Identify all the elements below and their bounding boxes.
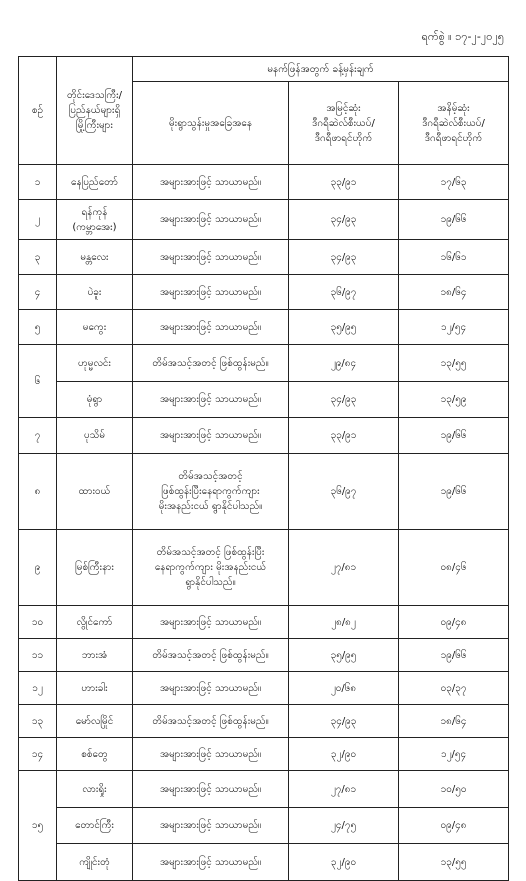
max-temperature: ၃၅/၉၅ [289,310,399,345]
row-number: ၈ [19,454,57,530]
city-name-line: ဘားအံ [81,649,108,661]
rain-condition-line: ရွာနိုင်ပါသည်။ [185,577,236,588]
max-temperature: ၃၄/၉၃ [289,240,399,275]
header-no: စဉ် [19,57,57,165]
city-name-line: စစ်တွေ [81,748,108,760]
rain-condition-line: အများအားဖြင့် သာယာမည်။ [159,783,262,795]
row-number: ၁၄ [19,738,57,771]
city-name [57,844,133,881]
row-number: ၉ [19,530,57,606]
max-temperature: ၃၄/၉၃ [289,200,399,240]
rain-condition [133,738,289,771]
min-temperature: ၁၃/၅၅ [399,345,509,382]
min-temperature: ၀၉/၄၈ [399,606,509,639]
header-row-1 [19,57,509,82]
header-city [57,57,133,165]
rain-condition [133,672,289,705]
max-temperature: ၃၄/၉၃ [289,705,399,738]
header-city-line: မြို့ကြီးများ [76,120,113,131]
city-name-line: လားရှိုး [82,783,107,795]
header-max [289,82,399,165]
rain-condition-line: တိမ်အသင့်အတင့် ဖြစ်ထွန်းမည်။ [152,715,269,727]
table-row [19,705,509,738]
city-name [57,672,133,705]
rain-condition-line: အများအားဖြင့် သာယာမည်။ [159,616,262,628]
city-name-line: နေပြည်တော် [71,176,118,188]
city-name [57,606,133,639]
row-number: ၃ [19,240,57,275]
rain-condition [133,165,289,200]
rain-condition [133,808,289,844]
weather-forecast-table [18,56,509,881]
row-number: ၇ [19,418,57,454]
rain-condition [133,844,289,881]
city-name [57,738,133,771]
city-name [57,200,133,240]
max-temperature: ၂၄/၇၅ [289,808,399,844]
min-temperature: ၁၉/၆၆ [399,418,509,454]
rain-condition [133,310,289,345]
min-temperature: ၁၉/၆၆ [399,200,509,240]
row-number: ၅ [19,310,57,345]
city-name-line: မော်လမြိုင် [75,715,114,727]
header-min-line: ဒီဂရီဆဲလ်စီးယပ်/ [422,117,485,129]
rain-condition [133,639,289,672]
table-row [19,345,509,382]
rain-condition [133,771,289,808]
table-row [19,200,509,240]
rain-condition-line: တိမ်အသင့်အတင့် ဖြစ်ထွန်းမည်။ [152,649,269,661]
city-name-line: ထားဝယ် [78,486,111,497]
rain-condition [133,275,289,310]
min-temperature: ၁၂/၅၄ [399,310,509,345]
rain-condition-line: နေရာကွက်ကျား မိုးအနည်းငယ် [154,562,267,573]
city-name-line: ရန်ကုန် [81,206,108,218]
rain-condition-line: ဖြစ်ထွန်းပြီးနေရာကွက်ကျား [161,486,260,497]
row-number: ၁၅ [19,771,57,881]
rain-condition-line: အများအားဖြင့် သာယာမည်။ [159,321,262,333]
city-name-line: လွိုင်ကော် [76,616,113,628]
rain-condition [133,200,289,240]
max-temperature: ၂၉/၈၄ [289,345,399,382]
city-name [57,275,133,310]
min-temperature: ၀၈/၄၆ [399,530,509,606]
city-name-line: မန္တလေး [80,251,109,263]
max-temperature: ၃၆/၉၇ [289,454,399,530]
rain-condition-line: မိုးအနည်းငယ် ရွာနိုင်ပါသည်။ [158,501,263,512]
city-name-line: (ကမ္ဘာအေး) [72,221,117,233]
rain-condition-line: အများအားဖြင့် သာယာမည်။ [159,176,262,188]
max-temperature: ၃၆/၉၇ [289,275,399,310]
rain-condition [133,454,289,530]
rain-condition [133,345,289,382]
table-row [19,165,509,200]
rain-condition-line: အများအားဖြင့် သာယာမည်။ [159,820,262,831]
header-city-line: တိုင်းဒေသကြီး/ [66,90,123,101]
rain-condition [133,418,289,454]
max-temperature: ၃၅/၉၅ [289,639,399,672]
max-temperature: ၂၈/၈၂ [289,606,399,639]
rain-condition-line: အများအားဖြင့် သာယာမည်။ [159,286,262,298]
row-number: ၄ [19,275,57,310]
city-name-line: မကွေး [82,321,107,333]
row-number: ၆ [19,345,57,418]
min-temperature: ၁၉/၆၆ [399,454,509,530]
header-min-line: ဒီဂရီဖာရင်ဟိုက် [424,132,483,144]
table-row [19,606,509,639]
city-name [57,418,133,454]
min-temperature: ၁၀/၅၀ [399,771,509,808]
row-number: ၂ [19,200,57,240]
city-name [57,310,133,345]
min-temperature: ၁၆/၆၁ [399,240,509,275]
max-temperature: ၂၀/၆၈ [289,672,399,705]
header-city-line: ပြည်နယ်များရှိ [68,105,121,116]
rain-condition-line: အများအားဖြင့် သာယာမည်။ [159,748,262,760]
min-temperature: ၀၉/၄၈ [399,808,509,844]
table-row [19,738,509,771]
table-row [19,844,509,881]
rain-condition-line: အများအားဖြင့် သာယာမည်။ [159,251,262,263]
city-name [57,639,133,672]
table-row [19,275,509,310]
max-temperature: ၃၂/၉၀ [289,738,399,771]
rain-condition-line: အများအားဖြင့် သာယာမည်။ [159,214,262,225]
rain-condition [133,705,289,738]
rain-condition [133,382,289,418]
city-name [57,454,133,530]
header-min-line: အနိမ့်ဆုံး [437,102,470,114]
city-name [57,771,133,808]
rain-condition-line: တိမ်အသင့်အတင့် ဖြစ်ထွန်းပြီး [156,547,265,558]
min-temperature: ၁၈/၆၄ [399,275,509,310]
city-name-line: မုံရွာ [86,394,103,405]
rain-condition [133,240,289,275]
city-name-line: တောင်ကြီး [75,820,114,831]
rain-condition [133,530,289,606]
rain-condition-line: အများအားဖြင့် သာယာမည်။ [159,430,262,441]
rain-condition [133,606,289,639]
header-max-line: အမြင့်ဆုံး [326,102,361,114]
header-max-line: ဒီဂရီဆဲလ်စီးယပ်/ [312,117,375,129]
header-min [399,82,509,165]
min-temperature: ၁၃/၅၉ [399,382,509,418]
table-row [19,808,509,844]
header-max-line: ဒီဂရီဖာရင်ဟိုက် [314,132,373,144]
table-row [19,454,509,530]
city-name-line: မြစ်ကြီးနား [75,562,114,573]
city-name-line: ဟုမ္မလင်း [78,357,111,369]
city-name [57,530,133,606]
max-temperature: ၃၃/၉၁ [289,418,399,454]
min-temperature: ၁၇/၆၃ [399,165,509,200]
header-forecast: မနက်ဖြန်အတွက် ခန့်မှန်းချက် [133,57,509,82]
table-row [19,771,509,808]
table-row [19,530,509,606]
city-name [57,382,133,418]
header-condition: မိုးရွာသွန်းမှုအခြေအနေ [133,82,289,165]
table-row [19,639,509,672]
report-date: ရက်စွဲ ။ ၁၇-၂-၂၀၂၅ [421,30,504,43]
row-number: ၁၂ [19,672,57,705]
min-temperature: ၁၂/၅၄ [399,738,509,771]
city-name [57,808,133,844]
table-row [19,418,509,454]
min-temperature: ၁၉/၆၆ [399,639,509,672]
table-row [19,672,509,705]
city-name-line: ပဲခူး [87,286,102,298]
rain-condition-line: တိမ်အသင့်အတင့် [178,471,243,482]
city-name [57,240,133,275]
max-temperature: ၃၃/၉၁ [289,165,399,200]
rain-condition-line: တိမ်အသင့်အတင့် ဖြစ်ထွန်းမည်။ [152,357,269,369]
table-row [19,240,509,275]
max-temperature: ၂၇/၈၁ [289,771,399,808]
max-temperature: ၃၄/၉၃ [289,382,399,418]
table-row [19,382,509,418]
city-name [57,165,133,200]
table-row [19,310,509,345]
rain-condition-line: အများအားဖြင့် သာယာမည်။ [159,682,262,694]
max-temperature: ၃၂/၉၀ [289,844,399,881]
min-temperature: ၀၃/၃၇ [399,672,509,705]
row-number: ၁ [19,165,57,200]
min-temperature: ၁၈/၆၄ [399,705,509,738]
rain-condition-line: အများအားဖြင့် သာယာမည်။ [159,856,262,868]
min-temperature: ၁၃/၅၅ [399,844,509,881]
city-name [57,345,133,382]
row-number: ၁၀ [19,606,57,639]
max-temperature: ၂၇/၈၁ [289,530,399,606]
city-name-line: ပုသိမ် [83,430,106,441]
row-number: ၁၃ [19,705,57,738]
rain-condition-line: အများအားဖြင့် သာယာမည်။ [159,394,262,405]
city-name-line: ကျိုင်းတုံ [79,856,110,868]
row-number: ၁၁ [19,639,57,672]
city-name-line: ဟားခါး [81,682,108,694]
city-name [57,705,133,738]
